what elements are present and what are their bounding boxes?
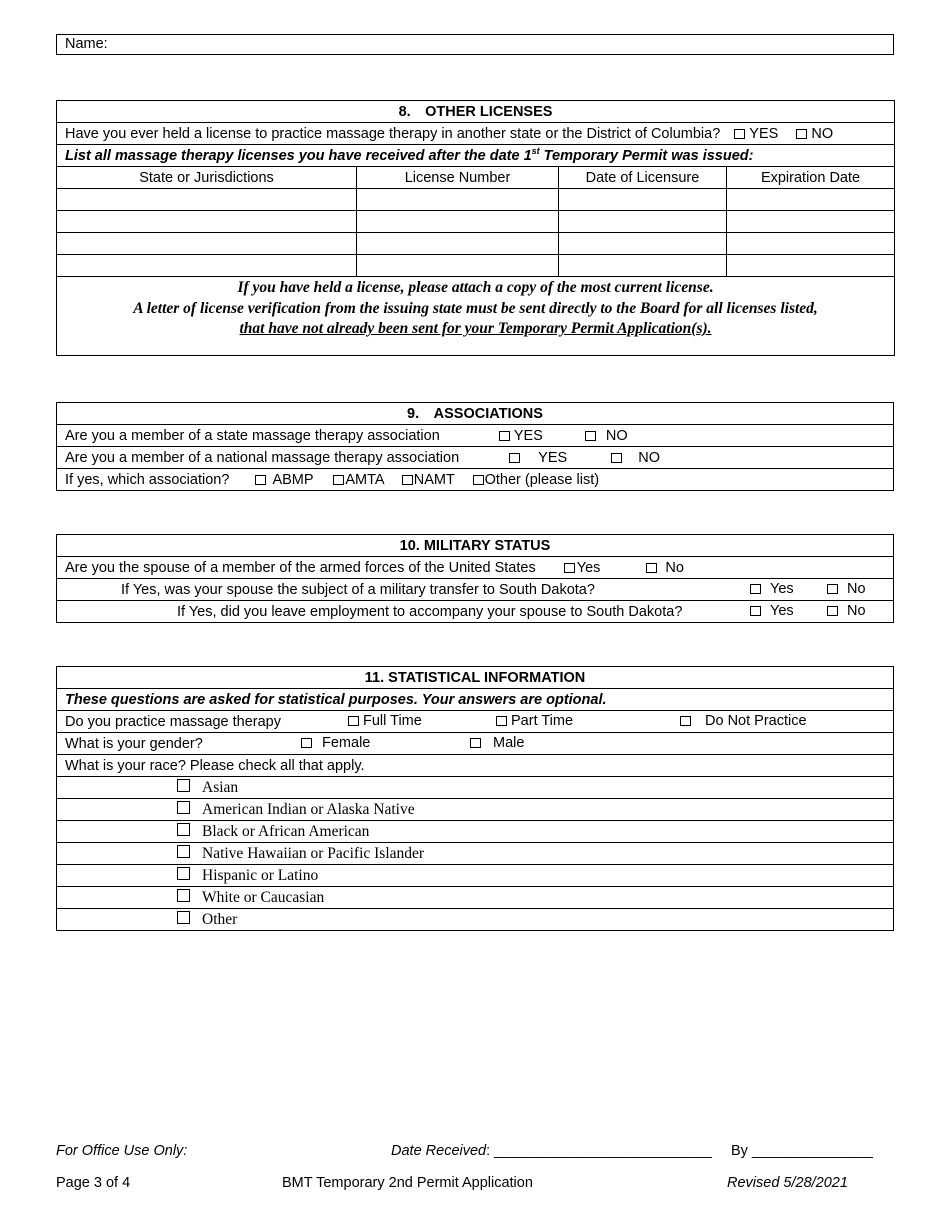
col-license-number: License Number: [357, 167, 559, 189]
yes-label: Yes: [770, 603, 794, 619]
which-association-row: [57, 469, 894, 491]
race-option: [57, 843, 894, 865]
other-association-checkbox[interactable]: [473, 475, 484, 485]
license-note: [57, 277, 895, 356]
female-option: [301, 733, 370, 753]
part-time-label: Part Time: [511, 713, 574, 729]
male-option: [470, 733, 524, 753]
yes-label: Yes: [576, 559, 601, 576]
expiration-cell[interactable]: [727, 233, 895, 255]
full-time-label: Full Time: [363, 713, 422, 729]
not-practice-checkbox[interactable]: [680, 716, 691, 726]
other-state-yes-checkbox[interactable]: [734, 129, 745, 139]
leave-yes-option: [750, 601, 794, 621]
full-time-checkbox[interactable]: [348, 716, 359, 726]
practice-row: [57, 711, 894, 733]
not-practice-option: [680, 711, 807, 731]
race-option: [57, 777, 894, 799]
gender-question: What is your gender?: [65, 735, 203, 752]
expiration-cell[interactable]: [727, 211, 895, 233]
licensure-date-cell[interactable]: [559, 255, 727, 277]
section-military-status: [56, 534, 894, 623]
licensure-date-cell[interactable]: [559, 189, 727, 211]
national-assoc-no-checkbox[interactable]: [611, 453, 622, 463]
race-asian-checkbox[interactable]: [177, 779, 190, 792]
name-row: [56, 34, 894, 55]
race-option: [57, 887, 894, 909]
race-label: Black or African American: [202, 822, 370, 840]
leave-no-option: [827, 601, 866, 621]
name-label: Name:: [65, 36, 108, 52]
transfer-yes-option: [750, 579, 794, 599]
license-row: [57, 233, 895, 255]
other-state-no-checkbox[interactable]: [796, 129, 807, 139]
leave-employment-question: If Yes, did you leave employment to accompany your spouse to South Dakota?: [177, 603, 683, 620]
license-note-1: If you have held a license, please attach a copy of the most current license.: [237, 279, 714, 296]
transfer-no-checkbox[interactable]: [827, 584, 838, 594]
part-time-checkbox[interactable]: [496, 716, 507, 726]
which-association-question: If yes, which association?: [65, 471, 230, 488]
expiration-cell[interactable]: [727, 255, 895, 277]
revised-date: Revised 5/28/2021: [727, 1175, 848, 1191]
state-assoc-no-checkbox[interactable]: [585, 431, 596, 441]
leave-no-checkbox[interactable]: [827, 606, 838, 616]
instruction-sup: st: [531, 145, 540, 156]
not-practice-label: Do Not Practice: [705, 713, 807, 729]
race-black-checkbox[interactable]: [177, 823, 190, 836]
military-spouse-yes-checkbox[interactable]: [564, 563, 575, 573]
no-label: No: [665, 559, 684, 576]
leave-yes-checkbox[interactable]: [750, 606, 761, 616]
amta-checkbox[interactable]: [333, 475, 344, 485]
col-date-licensure: Date of Licensure: [559, 167, 727, 189]
license-note-2: A letter of license verification from the issuing state must be sent directly to the Board for all licenses listed,: [133, 299, 818, 317]
license-row: [57, 189, 895, 211]
male-label: Male: [493, 735, 525, 751]
part-time-option: [496, 711, 573, 731]
military-transfer-question: If Yes, was your spouse the subject of a military transfer to South Dakota?: [121, 581, 595, 598]
licensure-date-cell[interactable]: [559, 211, 727, 233]
state-association-row: [57, 425, 894, 447]
race-question: What is your race? Please check all that apply.: [57, 755, 894, 777]
race-white-checkbox[interactable]: [177, 889, 190, 902]
no-label: NO: [605, 427, 628, 444]
national-association-question: Are you a member of a national massage therapy association: [65, 449, 460, 466]
race-label: Hispanic or Latino: [202, 866, 319, 884]
military-spouse-row: [57, 557, 894, 579]
state-cell[interactable]: [57, 189, 357, 211]
yes-label: Yes: [770, 581, 794, 597]
abmp-checkbox[interactable]: [255, 475, 266, 485]
race-option: [57, 799, 894, 821]
female-label: Female: [322, 735, 371, 751]
section-10-title: 10. MILITARY STATUS: [57, 535, 894, 557]
female-checkbox[interactable]: [301, 738, 312, 748]
race-option: [57, 909, 894, 931]
section-associations: [56, 402, 894, 491]
state-cell[interactable]: [57, 255, 357, 277]
date-received-label: Date Received: [391, 1143, 487, 1159]
transfer-yes-checkbox[interactable]: [750, 584, 761, 594]
other-state-question: Have you ever held a license to practice massage therapy in another state or the District of Columbia?: [65, 125, 721, 142]
license-row: [57, 211, 895, 233]
national-assoc-yes-checkbox[interactable]: [509, 453, 520, 463]
race-label: White or Caucasian: [202, 888, 325, 906]
national-association-row: [57, 447, 894, 469]
no-label: NO: [638, 449, 660, 466]
no-label: No: [847, 603, 866, 619]
state-association-question: Are you a member of a state massage therapy association: [65, 427, 440, 444]
yes-label: YES: [538, 449, 568, 466]
leave-employment-row: [57, 601, 894, 623]
gender-row: [57, 733, 894, 755]
other-state-question-row: [57, 123, 895, 145]
license-note-3: that have not already been sent for your Temporary Permit Application(s).: [239, 320, 712, 337]
namt-checkbox[interactable]: [402, 475, 413, 485]
license-number-cell[interactable]: [357, 189, 559, 211]
race-option: [57, 865, 894, 887]
practice-question: Do you practice massage therapy: [65, 713, 281, 730]
abmp-label: ABMP: [272, 471, 314, 488]
license-number-cell[interactable]: [357, 211, 559, 233]
statistical-intro: These questions are asked for statistical purposes. Your answers are optional.: [57, 689, 894, 711]
license-number-cell[interactable]: [357, 233, 559, 255]
transfer-no-option: [827, 579, 866, 599]
race-option: [57, 821, 894, 843]
military-spouse-no-checkbox[interactable]: [646, 563, 657, 573]
licensure-date-cell[interactable]: [559, 233, 727, 255]
namt-label: NAMT: [413, 471, 455, 488]
military-spouse-question: Are you the spouse of a member of the armed forces of the United States: [65, 559, 536, 576]
no-label: NO: [811, 125, 834, 142]
race-american-indian-checkbox[interactable]: [177, 801, 190, 814]
yes-label: YES: [749, 125, 779, 142]
office-use-label: For Office Use Only:: [56, 1143, 188, 1159]
other-association-label: Other (please list): [484, 471, 600, 488]
page-number: Page 3 of 4: [56, 1175, 131, 1191]
expiration-cell[interactable]: [727, 189, 895, 211]
race-label: Asian: [202, 778, 239, 796]
license-row: [57, 255, 895, 277]
state-cell[interactable]: [57, 233, 357, 255]
race-label: Native Hawaiian or Pacific Islander: [202, 844, 425, 862]
instruction-text-end: Temporary Permit was issued:: [539, 147, 754, 164]
amta-label: AMTA: [345, 471, 384, 488]
full-time-option: [348, 711, 422, 731]
col-state: State or Jurisdictions: [57, 167, 357, 189]
state-cell[interactable]: [57, 211, 357, 233]
section-11-title: 11. STATISTICAL INFORMATION: [57, 667, 894, 689]
race-hispanic-checkbox[interactable]: [177, 867, 190, 880]
state-assoc-yes-checkbox[interactable]: [499, 431, 510, 441]
section-other-licenses: [56, 100, 895, 356]
race-label: American Indian or Alaska Native: [202, 800, 415, 818]
col-expiration: Expiration Date: [727, 167, 895, 189]
no-label: No: [847, 581, 866, 597]
race-pacific-islander-checkbox[interactable]: [177, 845, 190, 858]
section-8-title: 8. OTHER LICENSES: [57, 101, 895, 123]
section-9-title: 9. ASSOCIATIONS: [57, 403, 894, 425]
race-label: Other: [202, 910, 238, 928]
section-statistical-information: [56, 666, 894, 931]
name-field[interactable]: [57, 35, 894, 55]
date-received-line: : ___________________________: [486, 1143, 712, 1159]
license-number-cell[interactable]: [357, 255, 559, 277]
by-field: By _______________: [731, 1143, 873, 1159]
date-received-field: [391, 1143, 712, 1159]
race-other-checkbox[interactable]: [177, 911, 190, 924]
yes-label: YES: [513, 427, 543, 444]
military-transfer-row: [57, 579, 894, 601]
male-checkbox[interactable]: [470, 738, 481, 748]
form-name: BMT Temporary 2nd Permit Application: [282, 1175, 533, 1191]
license-list-instruction: [57, 145, 895, 167]
instruction-text: List all massage therapy licenses you have received after the date 1: [65, 147, 532, 164]
